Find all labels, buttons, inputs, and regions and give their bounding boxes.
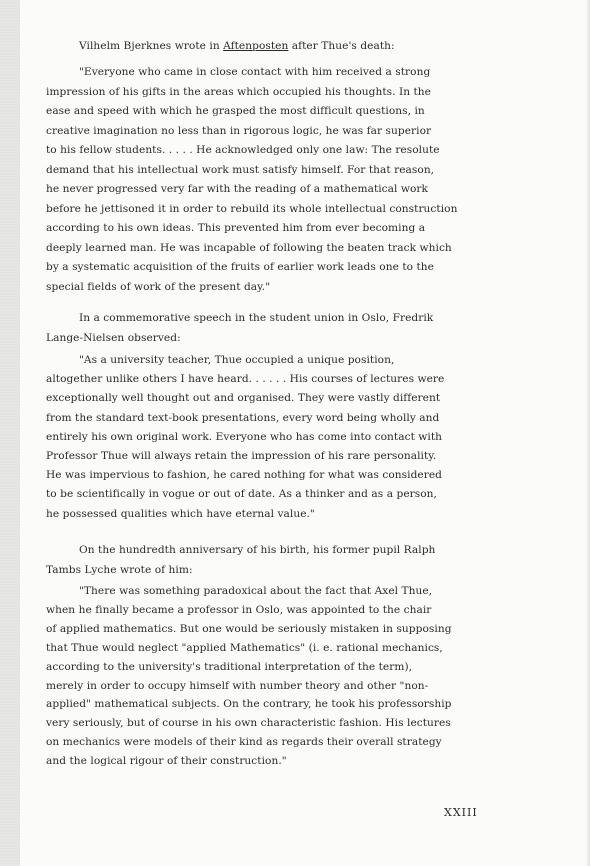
newspaper-title: Aftenposten — [223, 40, 289, 52]
text-line: he possessed qualities which have eternal value." — [46, 507, 315, 520]
text-line: Professor Thue will always retain the impression of his rare personality. — [46, 450, 437, 462]
scan-binding-edge — [0, 0, 20, 866]
text-line: entirely his own original work. Everyone who has come into contact with — [46, 430, 443, 443]
text-line: ease and speed with which he grasped the most difficult questions, in — [46, 105, 425, 117]
text-line: by a systematic acquisition of the fruits of earlier work leads one to the — [46, 261, 434, 273]
text-line: Tambs Lyche wrote of him: — [46, 563, 193, 576]
text-line: special fields of work of the present day." — [46, 280, 271, 293]
text-line: to be scientifically in vogue or out of date. As a thinker and as a person, — [46, 488, 437, 501]
text-line: merely in order to occupy himself with number theory and other "non- — [46, 679, 429, 692]
text-line: "Everyone who came in close contact with him received a strong — [79, 66, 431, 78]
text-line: creative imagination no less than in rigorous logic, he was far superior — [46, 124, 432, 137]
text-line: from the standard text-book presentations, every word being wholly and — [46, 411, 440, 424]
text-line: "There was something paradoxical about the fact that Axel Thue, — [79, 585, 433, 597]
text-line: before he jettisoned it in order to rebuild its whole intellectual construction — [46, 202, 458, 215]
text-line: he never progressed very far with the reading of a mathematical work — [46, 183, 429, 195]
text-line: applied" mathematical subjects. On the contrary, he took his professorship — [46, 698, 452, 711]
text-line: on mechanics were models of their kind as regards their overall strategy — [46, 736, 442, 749]
text-line: exceptionally well thought out and organised. They were vastly different — [46, 392, 441, 405]
text-line: and the logical rigour of their construction." — [46, 755, 287, 768]
scan-right-edge — [586, 0, 590, 866]
text-line: when he finally became a professor in Oslo, was appointed to the chair — [46, 603, 432, 616]
text-line: He was impervious to fashion, he cared nothing for what was considered — [46, 469, 443, 482]
text-line: that Thue would neglect "applied Mathematics" (i. e. rational mechanics, — [46, 641, 443, 654]
text-line: very seriously, but of course in his own characteristic fashion. His lectures — [46, 717, 451, 730]
page-number: XXIII — [444, 806, 478, 819]
text-line: according to his own ideas. This prevented him from ever becoming a — [46, 222, 426, 234]
text-line: "As a university teacher, Thue occupied a unique position, — [79, 354, 395, 366]
text-line: Lange-Nielsen observed: — [46, 332, 181, 344]
text-line: In a commemorative speech in the student union in Oslo, Fredrik — [79, 312, 434, 324]
text-line: demand that his intellectual work must satisfy himself. For that reason, — [46, 163, 435, 176]
intro-paragraph-1: Vilhelm Bjerknes wrote in Aftenposten after Thue's death: — [79, 40, 395, 52]
text-line: to his fellow students. . . . . He acknowledged only one law: The resolute — [46, 144, 440, 156]
text-line: of applied mathematics. But one would be seriously mistaken in supposing — [46, 622, 452, 635]
text-line: deeply learned man. He was incapable of following the beaten track which — [46, 241, 452, 254]
text-line: On the hundredth anniversary of his birth, his former pupil Ralph — [79, 544, 436, 556]
text-line: altogether unlike others I have heard. . . . . . His courses of lectures were — [46, 373, 445, 386]
text-line: according to the university's traditional interpretation of the term), — [46, 660, 413, 673]
text-line: impression of his gifts in the areas which occupied his thoughts. In the — [46, 85, 431, 98]
